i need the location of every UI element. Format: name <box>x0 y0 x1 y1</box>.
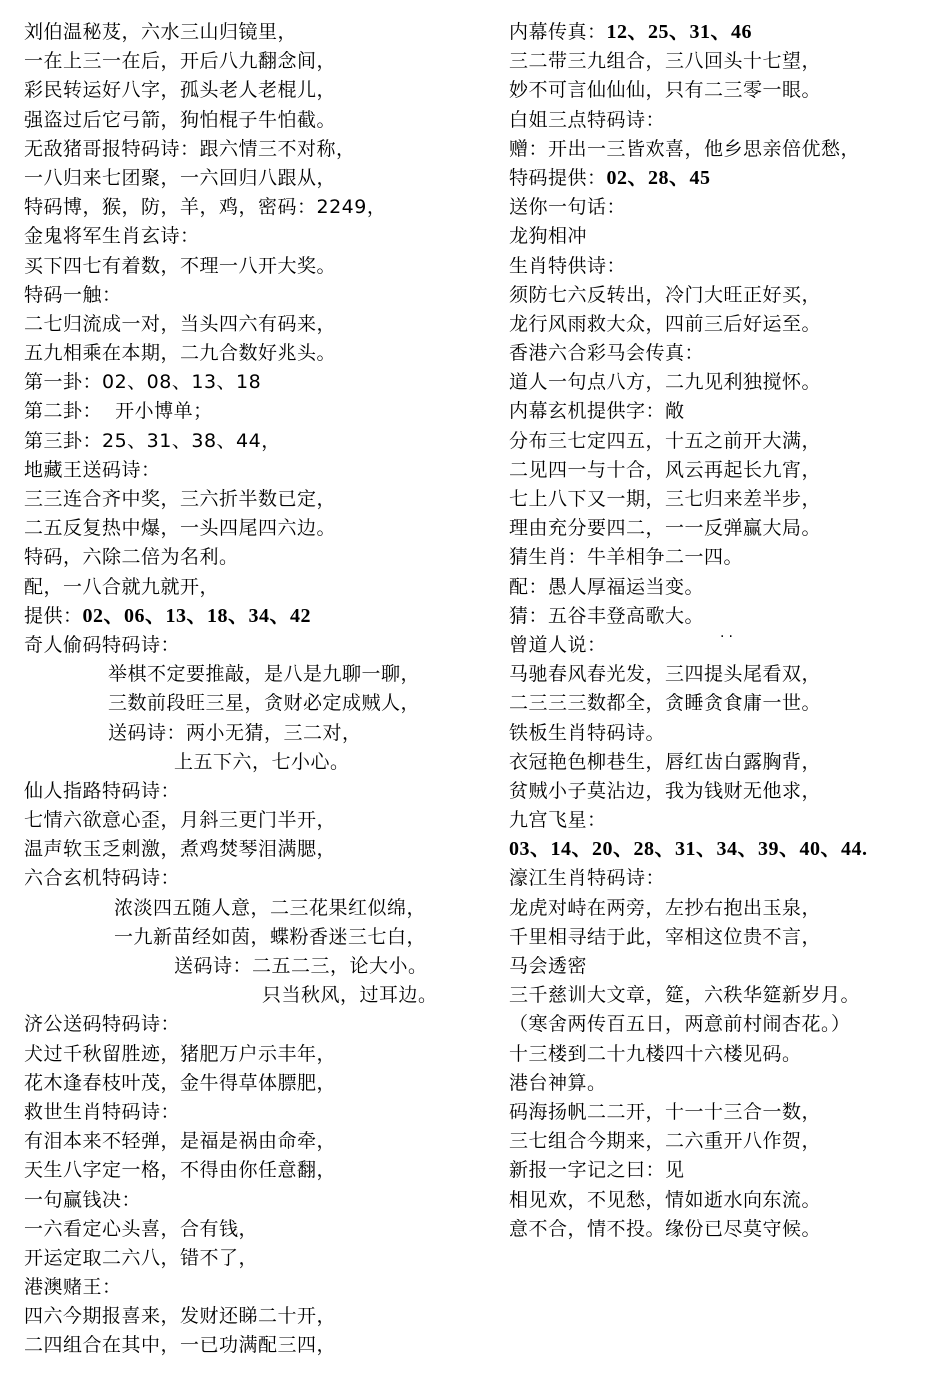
line-text: 四六今期报喜来，发财还睇二十开， <box>24 1305 337 1328</box>
text-line <box>509 193 929 222</box>
text-line <box>24 76 494 105</box>
line-text: 开运定取二六八，错不了， <box>24 1246 259 1269</box>
text-line <box>509 864 929 893</box>
text-line <box>24 631 494 660</box>
text-line <box>509 573 929 602</box>
line-text: 天生八字定一格，不得由你任意翻， <box>24 1159 337 1182</box>
line-text: 特码，六除二倍为名利。 <box>24 546 239 569</box>
line-text: 送你一句话： <box>509 196 627 219</box>
line-text: 六合玄机特码诗： <box>24 867 181 890</box>
line-text: 内幕传真： <box>509 21 607 43</box>
line-text: 五九相乘在本期，二九合数好兆头。 <box>24 342 337 365</box>
text-line <box>509 252 929 281</box>
text-line <box>509 222 929 251</box>
line-text: 送码诗：两小无猜，三二对， <box>108 721 362 744</box>
line-text: 马会透密 <box>509 955 588 977</box>
line-text: 三二带三九组合，三八回头十七望， <box>509 50 822 73</box>
line-text: 马驰春风春光发，三四提头尾看双， <box>509 663 822 686</box>
number-list: 02、06、13、18、34、42 <box>82 604 312 627</box>
line-text: 相见欢，不见愁，情如逝水向东流。 <box>509 1188 822 1211</box>
text-line <box>509 689 929 718</box>
line-text: 意不合，情不投。缘份已尽莫守候。 <box>509 1217 822 1240</box>
line-text: 龙虎对峙在两旁，左抄右抱出玉泉， <box>509 896 822 919</box>
line-text: 千里相寻结于此，宰相这位贵不言， <box>509 925 822 948</box>
text-line <box>24 193 494 222</box>
line-text: 二五反复热中爆，一头四尾四六边。 <box>24 517 337 540</box>
text-line <box>24 106 494 135</box>
line-text: 仙人指路特码诗： <box>24 779 181 802</box>
text-line <box>24 952 494 981</box>
text-line <box>24 164 494 193</box>
text-line <box>509 1069 929 1098</box>
text-line <box>24 135 494 164</box>
line-text: 猜：五谷丰登高歌大。 <box>509 604 705 627</box>
text-line <box>509 894 929 923</box>
text-line <box>24 1069 494 1098</box>
line-text: 刘伯温秘芨，六水三山归镜里， <box>24 21 298 43</box>
text-line <box>509 835 929 864</box>
text-line <box>24 1302 494 1331</box>
line-text: 濠江生肖特码诗： <box>509 867 666 890</box>
text-line <box>509 1127 929 1156</box>
text-line <box>509 1186 929 1215</box>
line-text: 七上八下又一期，三七归来差半步， <box>509 488 822 510</box>
text-line <box>24 514 494 543</box>
line-text: 浓淡四五随人意，二三花果红似绵， <box>114 896 427 919</box>
text-line <box>24 1040 494 1069</box>
line-text: 新报一字记之曰：见 <box>509 1159 685 1182</box>
line-text: 第二卦： 开小博单； <box>24 400 213 423</box>
line-text: 白姐三点特码诗： <box>509 108 666 131</box>
text-line <box>509 1040 929 1069</box>
line-text: 道人一句点八方，二九见利独搅怀。 <box>509 371 822 394</box>
text-line <box>24 1186 494 1215</box>
line-text: 三三连合齐中奖，三六折半数已定， <box>24 488 337 510</box>
text-line <box>24 1244 494 1273</box>
line-text: 一句赢钱决： <box>24 1188 142 1211</box>
line-text: 龙狗相冲 <box>509 225 588 248</box>
line-text: 送码诗：二五二三，论大小。 <box>174 955 428 977</box>
line-text: 特码提供： <box>509 166 607 189</box>
line-text: 强盗过后它弓箭，狗怕棍子牛怕截。 <box>24 108 337 131</box>
text-line <box>509 719 929 748</box>
line-text: 二七归流成一对，当头四六有码来， <box>24 312 337 335</box>
text-line <box>509 602 929 631</box>
line-text: 衣冠艳色柳巷生，唇红齿白露胸背， <box>509 750 822 773</box>
text-line <box>509 514 929 543</box>
left-column <box>24 18 494 1361</box>
line-text: 内幕玄机提供字：敞 <box>509 400 685 423</box>
stray-dots: ·· <box>720 629 737 645</box>
line-text: 配：愚人厚福运当变。 <box>509 575 705 598</box>
text-line <box>24 18 494 47</box>
line-text: 只当秋风，过耳边。 <box>262 984 438 1007</box>
text-line <box>509 1156 929 1185</box>
line-text: 理由充分要四二，一一反弹赢大局。 <box>509 517 822 540</box>
line-text: 金鬼将军生肖玄诗： <box>24 225 200 248</box>
text-line <box>24 368 494 397</box>
line-text: 无敌猪哥报特码诗：跟六情三不对称， <box>24 137 356 160</box>
line-text: 上五下六，七小心。 <box>174 750 350 773</box>
text-line <box>509 660 929 689</box>
line-text: 一九新苗经如茵，蝶粉香迷三七白， <box>114 925 427 948</box>
line-text: 港台神算。 <box>509 1071 607 1094</box>
line-text: 济公送码特码诗： <box>24 1013 181 1036</box>
text-line <box>24 1098 494 1127</box>
line-text: 特码博，猴，防，羊，鸡，密码：2249， <box>24 196 387 219</box>
text-line <box>509 1215 929 1244</box>
number-list: 03、14、20、28、31、34、39、40、44. <box>509 838 868 861</box>
text-line <box>24 1127 494 1156</box>
text-line <box>509 164 929 193</box>
line-text: 猜生肖：牛羊相争二一四。 <box>509 546 744 569</box>
text-line <box>24 485 494 514</box>
line-text: 龙行风雨救大众，四前三后好运至。 <box>509 312 822 335</box>
line-text: 三数前段旺三星，贪财必定成贼人， <box>108 692 421 715</box>
line-text: 妙不可言仙仙仙，只有二三零一眼。 <box>509 79 822 102</box>
text-line <box>24 981 494 1010</box>
text-line <box>509 748 929 777</box>
line-text: 赠：开出一三皆欢喜，他乡思亲倍优愁， <box>509 137 861 160</box>
text-line <box>24 602 494 631</box>
text-line <box>509 456 929 485</box>
text-line <box>509 106 929 135</box>
text-line <box>24 427 494 456</box>
line-text: 奇人偷码特码诗： <box>24 633 181 656</box>
line-text: 曾道人说： <box>509 633 607 656</box>
text-line <box>24 835 494 864</box>
text-line <box>24 222 494 251</box>
text-line <box>24 748 494 777</box>
text-line <box>509 806 929 835</box>
text-line <box>24 1215 494 1244</box>
text-line <box>24 573 494 602</box>
line-text: 一八归来七团聚，一六回归八跟从， <box>24 166 337 189</box>
text-line <box>24 894 494 923</box>
line-text: 码海扬帆二二开，十一十三合一数， <box>509 1100 822 1123</box>
line-text: 分布三七定四五，十五之前开大满， <box>509 429 822 452</box>
line-text: 港澳赌王： <box>24 1276 122 1299</box>
text-line <box>509 76 929 105</box>
text-line <box>24 456 494 485</box>
text-line <box>509 339 929 368</box>
number-list: 12、25、31、46 <box>606 21 753 43</box>
text-line <box>509 485 929 514</box>
line-text: 提供： <box>24 604 83 627</box>
text-line <box>509 981 929 1010</box>
text-line <box>24 339 494 368</box>
line-text: 特码一触： <box>24 283 122 306</box>
text-line <box>24 660 494 689</box>
text-line <box>509 47 929 76</box>
text-line <box>24 1156 494 1185</box>
line-text: 三七组合今期来，二六重开八作贺， <box>509 1130 822 1153</box>
line-text: 须防七六反转出，冷门大旺正好买， <box>509 283 822 306</box>
text-line <box>509 397 929 426</box>
line-text: 九宫飞星： <box>509 809 607 832</box>
text-line <box>509 281 929 310</box>
text-line <box>24 923 494 952</box>
line-text: 香港六合彩马会传真： <box>509 342 705 365</box>
line-text: 二四组合在其中，一已功满配三四， <box>24 1334 337 1357</box>
line-text: 二见四一与十合，风云再起长九宵， <box>509 458 822 481</box>
text-line <box>24 543 494 572</box>
line-text: 彩民转运好八字，孤头老人老棍儿， <box>24 79 337 102</box>
line-text: 买下四七有着数，不理一八开大奖。 <box>24 254 337 277</box>
line-text: （寒舍两传百五日，两意前村闹杏花。） <box>509 1013 851 1036</box>
text-line <box>509 1098 929 1127</box>
line-text: 一在上三一在后，开后八九翻念间， <box>24 50 337 73</box>
line-text: 一六看定心头喜，合有钱， <box>24 1217 259 1240</box>
text-line <box>509 1010 929 1039</box>
line-text: 配，一八合就九就开， <box>24 575 220 598</box>
text-line <box>24 47 494 76</box>
line-text: 有泪本来不轻弹，是福是祸由命牵， <box>24 1130 337 1153</box>
text-line <box>509 310 929 339</box>
line-text: 贫贼小子莫沾边，我为钱财无他求， <box>509 779 822 802</box>
line-text: 生肖特供诗： <box>509 254 627 277</box>
text-line <box>24 1331 494 1360</box>
line-text: 举棋不定要推敲，是八是九聊一聊， <box>108 663 421 686</box>
line-text: 花木逢春枝叶茂，金牛得草体膘肥， <box>24 1071 337 1094</box>
line-text: 地藏王送码诗： <box>24 458 161 481</box>
text-line <box>24 689 494 718</box>
right-column <box>509 18 929 1244</box>
line-text: 七情六欲意心歪，月斜三更门半开， <box>24 809 337 832</box>
line-text: 铁板生肖特码诗。 <box>509 721 666 744</box>
text-line <box>24 310 494 339</box>
text-line <box>509 368 929 397</box>
text-line <box>24 777 494 806</box>
text-line <box>24 397 494 426</box>
text-line <box>509 631 929 660</box>
text-line <box>24 252 494 281</box>
line-text: 二三三三数都全，贪睡贪食庸一世。 <box>509 692 822 715</box>
text-line <box>24 281 494 310</box>
text-line <box>509 18 929 47</box>
text-line <box>509 923 929 952</box>
line-text: 犬过千秋留胜迹，猪肥万户示丰年， <box>24 1042 337 1065</box>
line-text: 第三卦：25、31、38、44， <box>24 429 281 452</box>
text-line <box>509 777 929 806</box>
line-text: 救世生肖特码诗： <box>24 1100 181 1123</box>
line-text: 第一卦：02、08、13、18 <box>24 371 262 394</box>
text-line <box>509 543 929 572</box>
number-list: 02、28、45 <box>606 166 711 189</box>
text-line <box>24 864 494 893</box>
line-text: 十三楼到二十九楼四十六楼见码。 <box>509 1042 802 1065</box>
text-line <box>24 719 494 748</box>
text-line <box>24 1010 494 1039</box>
text-line <box>509 427 929 456</box>
text-line <box>24 806 494 835</box>
text-line <box>24 1273 494 1302</box>
text-line <box>509 135 929 164</box>
line-text: 三千慈训大文章，筵，六秩华筵新岁月。 <box>509 984 861 1007</box>
text-line <box>509 952 929 981</box>
line-text: 温声软玉乏刺激，煮鸡焚琴泪满腮， <box>24 838 337 861</box>
